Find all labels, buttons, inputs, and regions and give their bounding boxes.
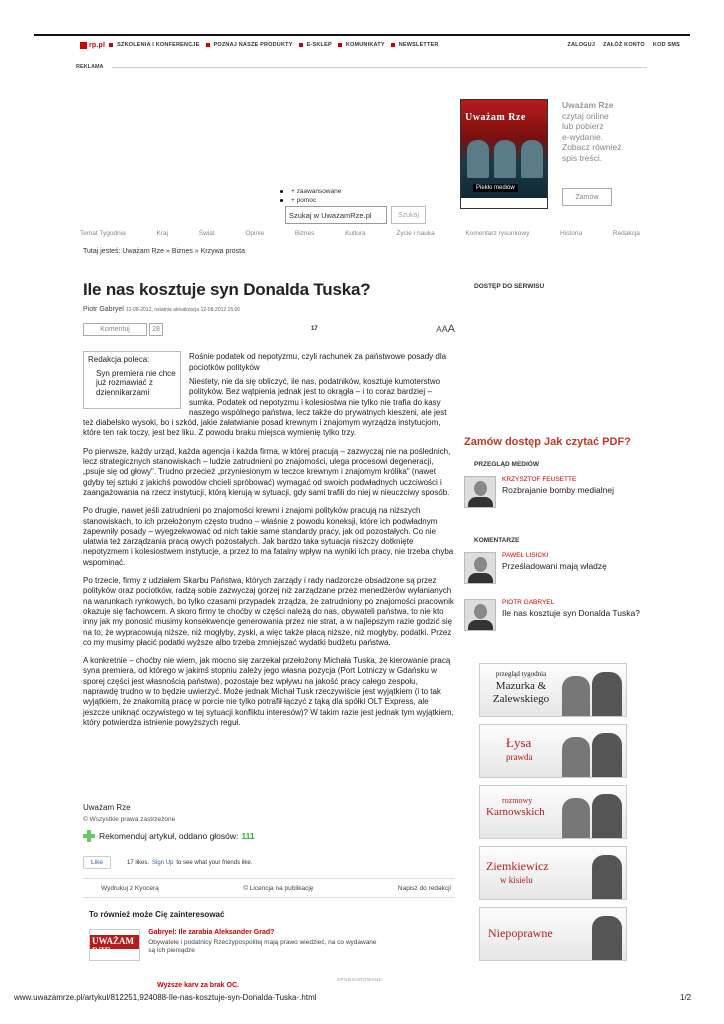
top-nav-item[interactable]	[206, 42, 293, 48]
banner-caption: w kisielu	[500, 875, 533, 885]
bullet-icon	[391, 43, 395, 47]
bullet-icon	[280, 199, 283, 202]
article-paragraph: Po trzecie, firmy z udziałem Skarbu Państwa, których zarządy i rady nadzorcze obsadzone są przez polityków oraz pociotków, radzą sobie zazwyczaj gorzej niż zarządzane przez menedżerów wyłanianych na warunkach rynkowych, bo tylko czasami przypadek zrządza, że zatrudniony po znajomości pracownik okazuje się fachowcem. A skoro firmy te choćby w części należą do nas, obywateli państwa, to nie kto inny jak my ponosić musimy konsekwencje generowania przez nie strat, a w najlepszym razie godzić się na to, że wypracowują niższe, niż mogłyby, zyski, a więc także płacą niższe, niż mogłyby, podatki. Przez co my musimy płacić podatki wyższe albo trzeba zmniejszać wydatki budżetu państwa.	[83, 576, 454, 647]
article-paragraph: Po drugie, nawet jeśli zatrudnieni po znajomości krewni i znajomi polityków pracują na niższych stanowiskach, to ich przełożonym często trudno – właśnie z powodu koneksji, które ich podwładnym zapewniły posady – wyegzekwować od nich takie same standardy pracy, jak od pozostałych. Co nie ułatwia też zarządzania pracą owych pozostałych. Jak bardzo taka sytuacja niszczy dotknięte nepotyzmem i kolesiostwem instytucje, a przez to ma fatalny wpływ na wyniki ich pracy, nie trzeba chyba wspominać.	[83, 506, 454, 567]
item-title[interactable]: Ile nas kosztuje syn Donalda Tuska?	[502, 608, 640, 618]
top-nav-label: POZNAJ NASZE PRODUKTY	[213, 42, 293, 48]
host-photo	[592, 733, 622, 777]
banner-caption: przegląd tygodnia	[495, 670, 547, 678]
category-tab[interactable]: Temat Tygodnia	[80, 230, 126, 237]
recommend-label: Rekomenduj artykuł, oddano głosów:	[99, 831, 239, 841]
banner-niepoprawne[interactable]	[479, 907, 627, 961]
item-title[interactable]: Prześladowani mają władzę	[502, 561, 607, 571]
banner-title: Ziemkiewicz	[486, 859, 549, 873]
article-signature: Uważam Rze	[83, 803, 131, 812]
page-number: 1/2	[680, 993, 692, 1002]
banner-mazurka-zalewski[interactable]	[479, 663, 627, 717]
article-paragraph: Po pierwsze, każdy urząd, każda agencja i każda firma, w której pracują – zazwyczaj nie na poślednich, lecz strategicznych stanowiskach – ludzie zatrudnieni po znajomości, ulega procesowi degeneracji, „psuje się od głowy". Trudno przecież „przyniesionym w teczce krewnym i znajomym królika" (nawet gdyby tej sztuki z jakichś powodów chcieli spróbować) wymagać od swoich podwładnych uczciwości i zaangażowania na rzecz instytucji, którą kierują w sytuacji, gdy sami trafili do niej w nieuczciwy sposób.	[83, 446, 451, 497]
logo-icon	[80, 42, 87, 49]
related-headline[interactable]: Wyższe karv za brak OC.	[157, 982, 239, 989]
promo-line: Zobacz również	[562, 142, 622, 152]
category-tab[interactable]: Świat	[198, 230, 215, 237]
item-author[interactable]: PAWEŁ LISICKI	[502, 552, 549, 559]
category-tab[interactable]: Życie i nauka	[396, 230, 435, 237]
article-lead: Rośnie podatek od nepotyzmu, czyli rachunek za państwowe posady dla pociotków polityków	[189, 352, 447, 372]
cover-title: Uważam Rze	[465, 112, 526, 123]
author-photo	[464, 599, 496, 631]
host-photo	[562, 676, 590, 716]
host-photo	[592, 855, 622, 899]
bullet-icon	[280, 190, 283, 193]
font-large-button[interactable]: A	[447, 323, 455, 335]
share-counter: 17	[311, 326, 318, 332]
top-nav-label: E-SKLEP	[306, 42, 332, 48]
article-dates: 12-08-2012, ostatnia aktualizacja 12-08-2012 15:00	[125, 307, 241, 313]
like-count: 17 likes.	[127, 859, 150, 866]
banner-caption: prawda	[506, 752, 533, 762]
cover-image	[467, 140, 543, 180]
ad-rule	[112, 67, 647, 68]
bullet-icon	[109, 43, 113, 47]
related-title: To również może Cię zainteresować	[89, 910, 225, 919]
cover-subtitle: Piekło mediów	[473, 184, 518, 192]
write-editors-link[interactable]: Napisz do redakcji	[397, 884, 451, 892]
bullet-icon	[299, 43, 303, 47]
host-photo	[592, 916, 622, 960]
print-link[interactable]: Wydrukuj z Kyocerą	[101, 884, 159, 892]
press-review-heading: PRZEGLĄD MEDIÓW	[474, 461, 539, 468]
facebook-like	[83, 856, 252, 869]
top-nav-label: SZKOLENIA I KONFERENCJE	[117, 42, 200, 48]
top-nav-item[interactable]	[299, 42, 332, 48]
magazine-cover[interactable]	[460, 99, 548, 209]
promo-line: czytaj online	[562, 110, 609, 121]
host-photo	[592, 672, 622, 716]
related-articles	[83, 910, 383, 971]
category-tab[interactable]: Kultura	[345, 230, 366, 237]
top-nav-label: KOMUNIKATY	[345, 42, 385, 48]
search-input[interactable]: Szukaj w UważamRze.pl	[285, 206, 387, 224]
press-review-item[interactable]	[464, 476, 644, 508]
like-button[interactable]: Like	[83, 856, 111, 869]
font-medium-button[interactable]: A	[441, 324, 448, 334]
banner-rozmowy-karnowskich[interactable]	[479, 785, 627, 839]
category-tab[interactable]: Kraj	[156, 230, 169, 237]
comment-item[interactable]	[464, 599, 644, 631]
promo-line: lub pobierz	[562, 121, 604, 131]
top-nav-label: NEWSLETTER	[398, 42, 439, 48]
promo-line: e-wydanie.	[562, 131, 604, 142]
article-body	[83, 351, 455, 736]
article-title: Ile nas kosztuje syn Donalda Tuska?	[83, 280, 371, 299]
recommend-votes: 111	[241, 831, 255, 841]
breadcrumb[interactable]: Tutaj jesteś: Uważam Rze » Biznes » Krzywa prosta	[83, 248, 245, 255]
item-title[interactable]: Rozbrajanie bomby medialnej	[502, 485, 614, 495]
top-nav-item[interactable]	[338, 42, 385, 48]
order-button[interactable]: Zamów	[562, 188, 612, 206]
recommend-row[interactable]	[83, 830, 255, 842]
bullet-icon	[338, 43, 342, 47]
article-paragraph: Niestety, nie da się obliczyć, ile nas, podatników, kosztuje kumoterstwo polityków. Bez wątpienia jednak jest to okrągła – i to coraz bardziej – sumka. Podatek od nepotyzmu i kolesiostwa nie tylko nie trafia do kasy naszego wspólnego państwa, lecz także do prywatnych kieszeni, ale jest też diabelsko wysoki, bo i szkód, jakie załatwianie posad krewnym i znajomym wyrządza instytucjom, które ten rak toczy, jest bez liku. Z powodu braku miejsca wymienię tylko trzy.	[83, 377, 447, 438]
top-nav-item[interactable]	[109, 42, 199, 48]
related-item[interactable]	[83, 929, 383, 961]
page-url: www.uwazamrze.pl/artykul/812251,924088-Ile-nas-kosztuje-syn-Donalda-Tuska-.html	[14, 993, 317, 1002]
logo-text: rp.pl	[89, 41, 106, 49]
related-headline[interactable]: Gabryel: Ile zarabia Aleksander Grad?	[148, 929, 275, 936]
category-nav	[80, 230, 640, 240]
like-text: to see what your friends like.	[176, 859, 253, 866]
category-tab[interactable]: Historia	[560, 230, 583, 237]
editor-recommends-box	[83, 351, 181, 409]
editor-recommends-label: Redakcja poleca:	[88, 355, 150, 364]
rp-logo[interactable]	[80, 42, 105, 49]
license-link[interactable]: © Licencja na publikację	[243, 884, 314, 892]
article-actions	[83, 323, 455, 337]
banner-caption: rozmowy	[502, 796, 533, 805]
banner-title: Łysa	[506, 735, 532, 750]
item-author[interactable]: PIOTR GABRYEL	[502, 599, 555, 606]
thumbnail-logo: UWAŻAM RZE	[92, 936, 134, 956]
byline	[83, 306, 240, 313]
ad-label: REKLAMA	[76, 64, 104, 70]
banner-ziemkiewicz[interactable]	[479, 846, 627, 900]
article-paragraph: A konkretnie – choćby nie wiem, jak mocno się zarzekał przełożony Michała Tuska, że kierowanie pracą syna premiera, od którego w jakimś stopniu zależy jego własna pozycja (Port Lotniczy w Gdańsku w sporej części jest własnością państwa), pozostaje bez wpływu na jakość pracy całego zespołu, naprawdę trudno w to będzie uwierzyć. Może jednak Michał Tusk rzeczywiście jest wyjątkiem (i to tak wyjątkiem, że znakomitą pracę w porcie nie tylko potrafił łączyć z tąką dla spółki OLT Express, ale jeszcze uniknąć oczywistego w tej sytuacji konfliktu interesów)? W takim razie jest jednak tym wyjątkiem, który potwierdza istnienie powyższych reguł.	[83, 656, 454, 727]
related-thumbnail[interactable]	[89, 929, 140, 961]
banner-title: Mazurka & Zalewskiego	[492, 680, 550, 705]
advanced-search-link[interactable]: + zaawansowane	[291, 188, 342, 195]
author-photo	[464, 552, 496, 584]
related-summary: Obywatele i podatnicy Rzeczypospolitej mają prawo wiedzieć, na co wydawane są ich pieniądze	[148, 939, 377, 954]
plus-icon[interactable]	[83, 830, 95, 842]
font-size-controls	[436, 323, 455, 335]
search-button[interactable]: Szukaj	[391, 206, 426, 224]
comments-heading: KOMENTARZE	[474, 537, 520, 544]
category-tab[interactable]: Redakcja	[612, 230, 640, 237]
access-heading: DOSTĘP DO SERWISU	[474, 283, 545, 290]
sms-code-link[interactable]: KOD SMS	[652, 42, 680, 48]
comment-button[interactable]: Komentuj	[83, 323, 147, 336]
host-photo	[592, 794, 622, 838]
search-links	[280, 187, 341, 205]
top-bar	[80, 38, 680, 52]
banner-lysa-prawda[interactable]	[479, 724, 627, 778]
order-access-link[interactable]: Zamów dostęp Jak czytać PDF?	[464, 436, 631, 448]
top-rule	[34, 34, 690, 36]
item-author[interactable]: KRZYSZTOF FEUSETTE	[502, 476, 577, 483]
bullet-icon	[206, 43, 210, 47]
category-tab[interactable]: Biznes	[294, 230, 315, 237]
help-link[interactable]: + pomoc	[291, 197, 317, 204]
author-photo	[464, 476, 496, 508]
cover-barcode	[461, 198, 547, 208]
top-nav-item[interactable]	[391, 42, 439, 48]
host-photo	[562, 737, 590, 777]
host-photo	[562, 798, 590, 838]
category-tab[interactable]: Komentarz rysunkowy	[465, 230, 530, 237]
banner-title: Niepoprawne	[488, 926, 553, 940]
editor-recommends-link[interactable]: Syn premiera nie chce już rozmawiać z dziennikarzami	[96, 368, 176, 397]
sponsored-label: SPONSOROWANE	[337, 977, 383, 982]
register-link[interactable]: ZAŁÓŻ KONTO	[603, 42, 645, 48]
promo-text	[562, 100, 652, 163]
login-link[interactable]: ZALOGUJ	[567, 42, 596, 48]
promo-title: Uważam Rze	[562, 100, 614, 110]
account-links	[559, 42, 680, 48]
article-tools	[83, 878, 455, 898]
comment-count[interactable]: 28	[149, 323, 163, 336]
top-nav	[109, 42, 444, 48]
comment-item[interactable]	[464, 552, 644, 584]
font-small-button[interactable]: A	[436, 325, 442, 334]
signup-link[interactable]: Sign Up	[152, 859, 174, 866]
banner-title: Karnowskich	[486, 806, 545, 818]
author-name[interactable]: Piotr Gabryel	[83, 306, 124, 313]
copyright-note: © Wszystkie prawa zastrzeżone	[83, 816, 176, 823]
promo-line[interactable]: spis treści.	[562, 152, 603, 163]
category-tab[interactable]: Opinie	[245, 230, 265, 237]
